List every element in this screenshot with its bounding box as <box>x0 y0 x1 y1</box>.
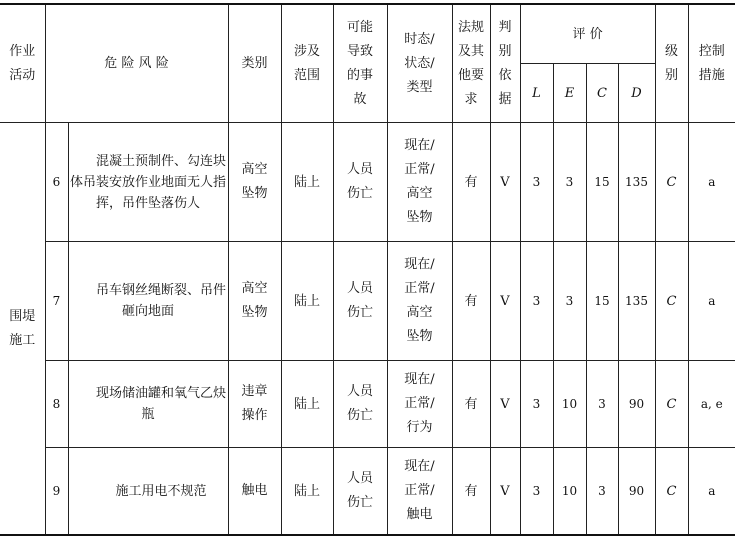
table-row <box>0 242 735 361</box>
header-state: 时态/ 状态/ 类型 <box>387 4 452 123</box>
eval-e-cell: 3 <box>553 242 586 361</box>
row-number: 9 <box>45 448 68 536</box>
legal-cell: 有 <box>452 123 490 242</box>
eval-l-cell: 3 <box>520 448 553 536</box>
header-evaluation: 评 价 <box>520 4 655 64</box>
hazard-description: 现场储油罐和氧气乙炔瓶 <box>68 361 228 448</box>
category-cell: 高空 坠物 <box>228 123 281 242</box>
basis-cell: V <box>490 123 520 242</box>
level-cell: C <box>655 361 688 448</box>
legal-cell: 有 <box>452 361 490 448</box>
control-cell: a <box>688 448 735 536</box>
table-row <box>0 123 735 242</box>
eval-d-cell: 135 <box>618 242 655 361</box>
category-cell: 高空 坠物 <box>228 242 281 361</box>
legal-cell: 有 <box>452 448 490 536</box>
state-cell: 现在/ 正常/ 高空 坠物 <box>387 123 452 242</box>
consequence-cell: 人员 伤亡 <box>333 123 387 242</box>
header-eval-d: D <box>618 64 655 123</box>
scope-cell: 陆上 <box>281 242 333 361</box>
basis-cell: V <box>490 242 520 361</box>
level-cell: C <box>655 448 688 536</box>
table-row <box>0 361 735 448</box>
eval-c-cell: 3 <box>586 448 618 536</box>
row-number: 7 <box>45 242 68 361</box>
row-number: 8 <box>45 361 68 448</box>
header-legal: 法规 及其 他要 求 <box>452 4 490 123</box>
header-eval-c: C <box>586 64 618 123</box>
header-activity: 作业 活动 <box>0 4 45 123</box>
eval-l-cell: 3 <box>520 123 553 242</box>
control-cell: a <box>688 242 735 361</box>
eval-e-cell: 3 <box>553 123 586 242</box>
level-cell: C <box>655 242 688 361</box>
eval-l-cell: 3 <box>520 361 553 448</box>
hazard-description: 施工用电不规范 <box>68 448 228 536</box>
header-basis: 判 别 依 据 <box>490 4 520 123</box>
risk-assessment-table <box>0 3 735 536</box>
consequence-cell: 人员 伤亡 <box>333 361 387 448</box>
activity-group-cell: 围堤 施工 <box>0 123 45 536</box>
eval-d-cell: 90 <box>618 448 655 536</box>
header-hazard: 危 险 风 险 <box>45 4 228 123</box>
basis-cell: V <box>490 448 520 536</box>
category-cell: 触电 <box>228 448 281 536</box>
category-cell: 违章 操作 <box>228 361 281 448</box>
control-cell: a <box>688 123 735 242</box>
control-cell: a, e <box>688 361 735 448</box>
hazard-description: 混凝土预制件、勾连块体吊装安放作业地面无人指挥，吊件坠落伤人 <box>68 123 228 242</box>
scope-cell: 陆上 <box>281 448 333 536</box>
consequence-cell: 人员 伤亡 <box>333 448 387 536</box>
header-level: 级 别 <box>655 4 688 123</box>
table-row <box>0 448 735 536</box>
hazard-description: 吊车钢丝绳断裂、吊件砸向地面 <box>68 242 228 361</box>
eval-d-cell: 90 <box>618 361 655 448</box>
eval-l-cell: 3 <box>520 242 553 361</box>
state-cell: 现在/ 正常/ 高空 坠物 <box>387 242 452 361</box>
header-control: 控制 措施 <box>688 4 735 123</box>
legal-cell: 有 <box>452 242 490 361</box>
scope-cell: 陆上 <box>281 123 333 242</box>
header-scope: 涉及 范围 <box>281 4 333 123</box>
header-consequence: 可能 导致 的事 故 <box>333 4 387 123</box>
level-cell: C <box>655 123 688 242</box>
eval-c-cell: 15 <box>586 123 618 242</box>
row-number: 6 <box>45 123 68 242</box>
consequence-cell: 人员 伤亡 <box>333 242 387 361</box>
state-cell: 现在/ 正常/ 行为 <box>387 361 452 448</box>
eval-e-cell: 10 <box>553 448 586 536</box>
header-eval-l: L <box>520 64 553 123</box>
eval-e-cell: 10 <box>553 361 586 448</box>
state-cell: 现在/ 正常/ 触电 <box>387 448 452 536</box>
basis-cell: V <box>490 361 520 448</box>
scope-cell: 陆上 <box>281 361 333 448</box>
header-category: 类别 <box>228 4 281 123</box>
eval-d-cell: 135 <box>618 123 655 242</box>
eval-c-cell: 3 <box>586 361 618 448</box>
header-eval-e: E <box>553 64 586 123</box>
eval-c-cell: 15 <box>586 242 618 361</box>
